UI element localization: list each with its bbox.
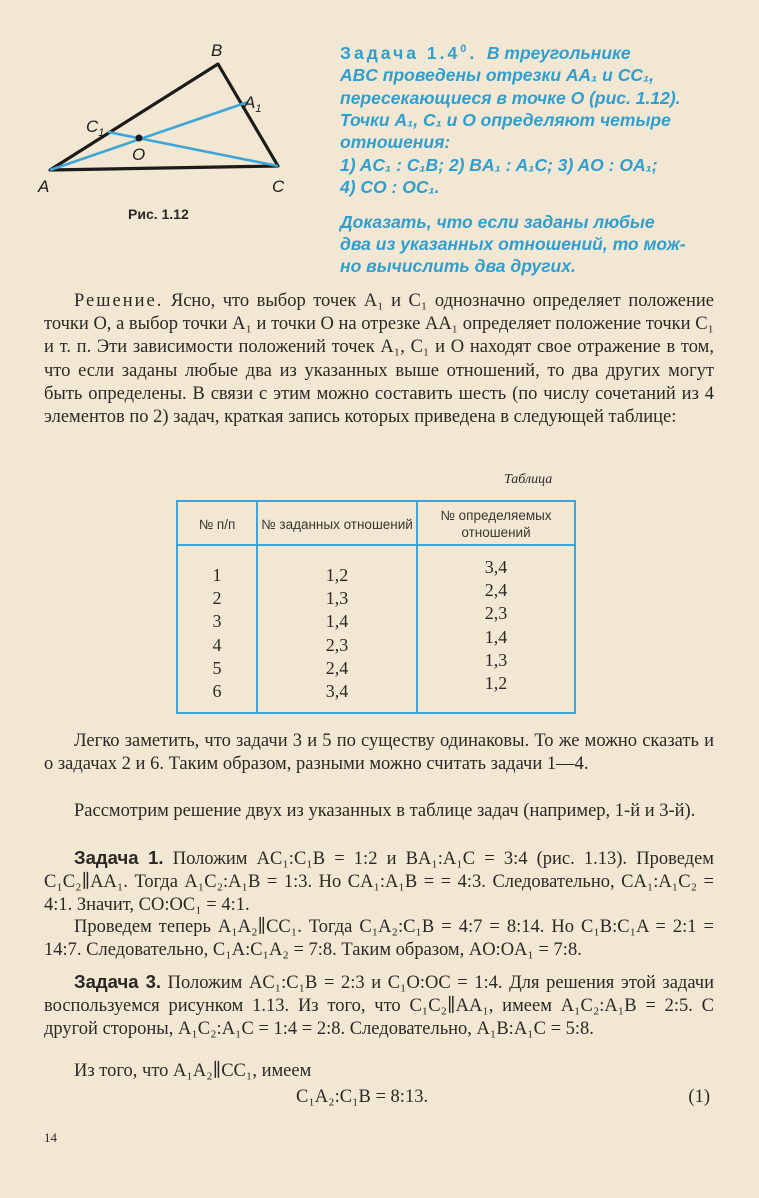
table-cell: 2,3	[325, 634, 349, 655]
problem-line-1	[340, 38, 720, 64]
table-cell: 2,4	[325, 657, 349, 678]
table-cell: 1,3	[484, 649, 508, 670]
paragraph-consider: Рассмотрим решение двух из указанных в таблице задач (например, 1-й и 3-й).	[74, 801, 696, 821]
triangle-abc	[50, 64, 278, 170]
paragraph-task-3: Задача 3. Положим AC₁:C₁B = 2:3 и C₁O:OC = 1:4. Для решения этой задачи воспользуемся рисунком 1.13. Из того, что C₁C₂∥AA₁, имеем A₁C₂:A₁B = 2:5. С другой стороны, A₁C₂:A₁C = 1:4 = 2:8. Следовательно, A₁B:A₁C = 5:8.	[44, 971, 715, 1040]
table-column-number	[178, 564, 256, 703]
table-cell: 1,4	[484, 626, 508, 647]
problem-title: Задача $1.4^0$.	[340, 42, 478, 63]
task-3-head: Задача 3.	[74, 971, 162, 992]
problem-statement	[340, 211, 720, 278]
problem-line-5: отношения:	[340, 132, 451, 153]
problem-line-1-tail: В треугольнике	[486, 42, 631, 63]
label-c1: $C_1$	[86, 117, 105, 139]
paragraph-task-1-cont: Проведем теперь A₁A₂∥CC₁. Тогда C₁A₂:C₁B = 4:7 = 8:14. Но C₁B:C₁A = 2:1 = 14:7. Следовательно, C₁A:C₁A₂ = 7:8. Таким образом, AO:OA₁ = 7:8.	[44, 917, 714, 961]
table-column-given	[258, 564, 416, 703]
table-header-divider	[178, 544, 574, 546]
equation-number: (1)	[688, 1087, 710, 1107]
table-header-determined: № определяемых отношений	[440, 508, 552, 540]
table-cell: 2,3	[484, 603, 508, 624]
table-cell: 3	[212, 611, 222, 632]
figure-caption: Рис. 1.12	[128, 206, 189, 222]
paragraph-same-tasks: Легко заметить, что задачи 3 и 5 по существу одинаковы. То же можно сказать и о задачах 2 и 6. Таким образом, разными можно считать задачи 1—4.	[44, 731, 714, 775]
paragraph-task-1: Задача 1. Положим AC₁:C₁B = 1:2 и BA₁:A₁C = 3:4 (рис. 1.13). Проведем C₁C₂∥AA₁. Тогда A₁C₂:A₁B = 1:3. Но CA₁:A₁B = = 4:3. Следовательно, CA₁:A₁C₂ = 4:1. Значит, CO:OC₁ = 4:1.	[44, 847, 714, 916]
problem-block	[340, 38, 720, 278]
table-cell: 1,3	[325, 588, 349, 609]
segment-aa1	[50, 102, 248, 170]
table-cell: 1,2	[325, 565, 349, 585]
statement-line-1: Доказать, что если заданы любые	[340, 211, 655, 232]
point-o	[136, 135, 143, 142]
solution-head: Решение.	[74, 291, 164, 311]
label-a1: $A_1$	[244, 93, 262, 115]
problem-line-4: Точки A₁, C₁ и O определяют четыре	[340, 110, 671, 131]
solution-text: Ясно, что выбор точек A₁ и C₁ однозначно определяет положение точки O, а выбор точки A₁ и точки O на отрезке AA₁ определяет положение точки C₁ и т. п. Эти зависимости положений точек A₁, C₁ и O находят свое отражение в том, что если заданы любые два из указанных выше отношений, то два других могут быть определены. В связи с этим можно составить шесть (по числу сочетаний из 4 элементов по 2) задач, краткая запись которых приведена в следующей таблице:	[44, 291, 715, 428]
problem-line-7: 4) CO : OC₁.	[340, 177, 440, 198]
problem-line-2: ABC проведены отрезки AA₁ и CC₁,	[340, 65, 655, 86]
tasks-table	[176, 500, 576, 714]
page-number: 14	[44, 1130, 57, 1145]
problem-line-6: 1) AC₁ : C₁B; 2) BA₁ : A₁C; 3) AO : OA₁;	[340, 154, 658, 175]
table-cell: 6	[212, 680, 222, 701]
table-cell: 5	[212, 657, 222, 678]
task-1-head: Задача 1.	[74, 847, 164, 868]
label-a: A	[38, 177, 50, 196]
table-cell: 2,4	[484, 580, 508, 601]
table-cell: 1,2	[484, 672, 508, 693]
table-cell: 1	[212, 565, 222, 585]
solution-paragraph	[44, 290, 714, 429]
label-b: B	[211, 41, 223, 60]
statement-line-2: два из указанных отношений, то мож-	[340, 234, 686, 255]
table-cell: 3,4	[325, 680, 349, 701]
problem-line-3: пересекающиеся в точке O (рис. 1.12).	[340, 87, 681, 108]
table-cell: 4	[212, 634, 222, 655]
table-header-given: № заданных отношений	[261, 516, 413, 532]
table-caption: Таблица	[504, 472, 553, 487]
table-column-determined	[418, 556, 574, 695]
statement-line-3: но вычислить два других.	[340, 256, 576, 277]
label-c: C	[272, 177, 285, 196]
equation-text: C₁A₂:C₁B = 8:13.	[296, 1087, 429, 1107]
table-cell: 3,4	[484, 557, 508, 577]
table-cell: 1,4	[325, 611, 349, 632]
paragraph-task-3-cont: Из того, что A₁A₂∥CC₁, имеем	[74, 1061, 312, 1081]
table-cell: 2	[212, 588, 222, 609]
table-header-number: № п/п	[198, 516, 236, 532]
label-o: O	[132, 145, 146, 164]
